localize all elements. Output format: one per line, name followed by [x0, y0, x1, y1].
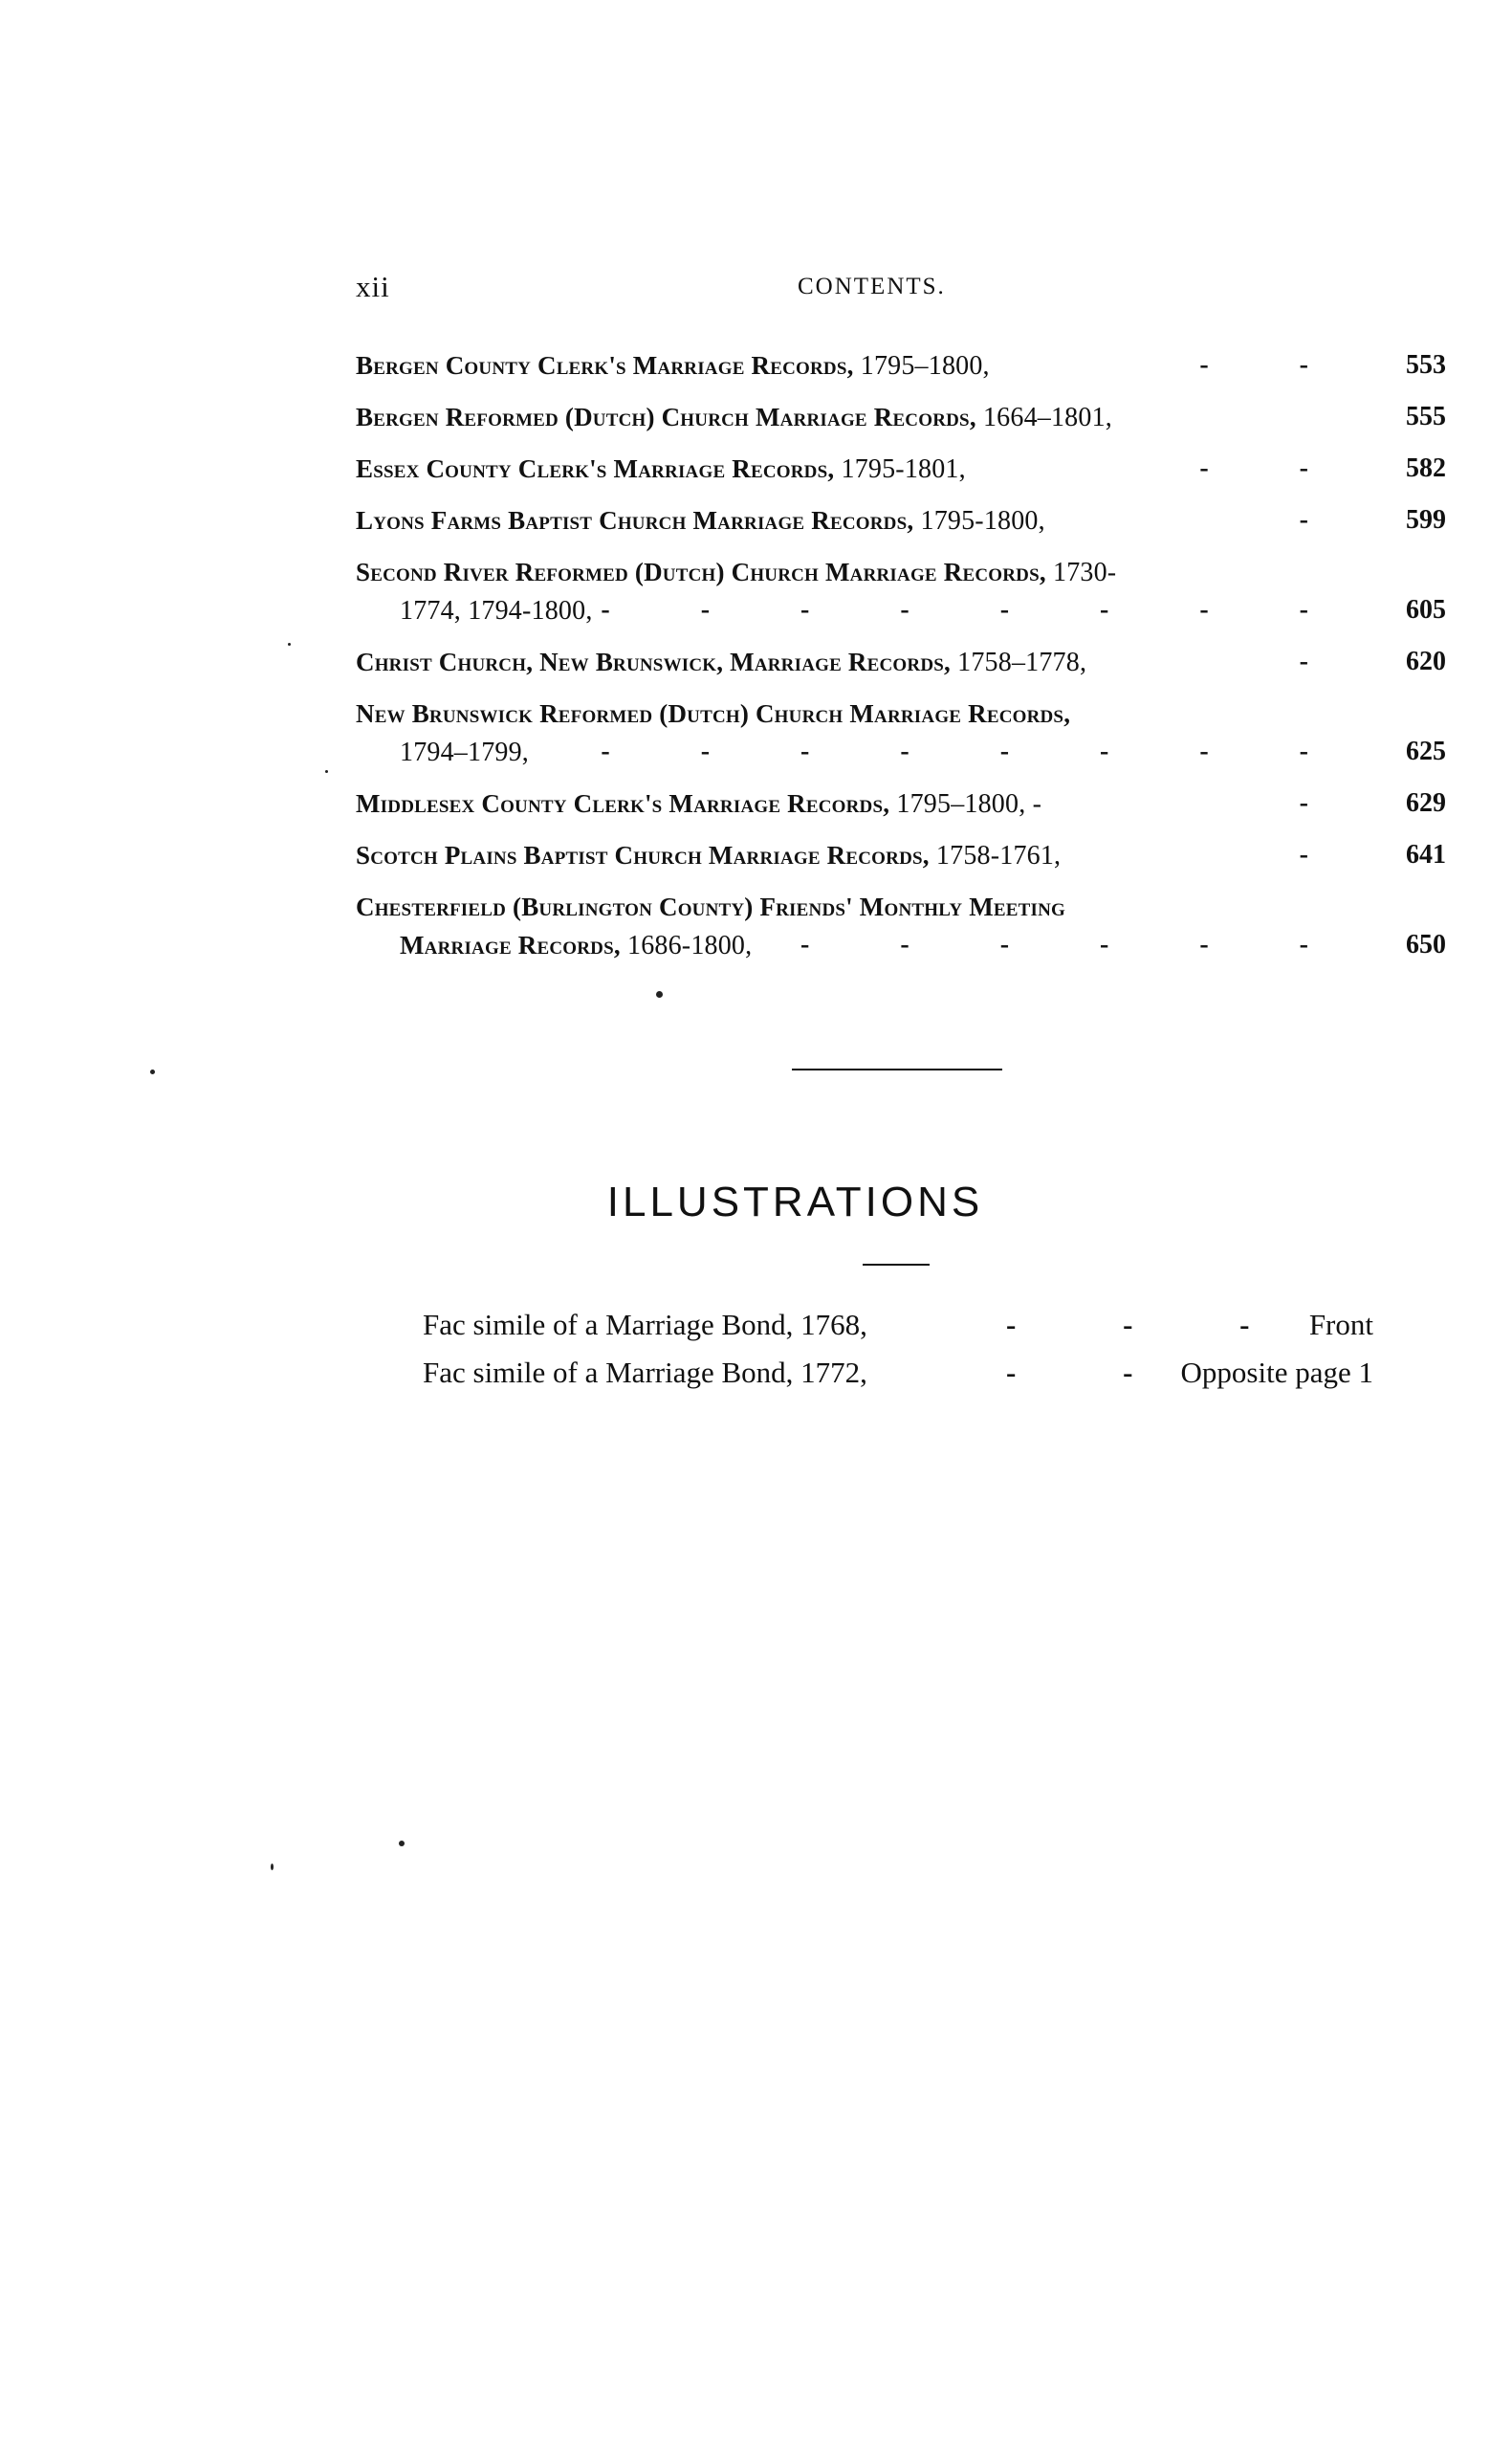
leader-dots: - - - - - - [800, 930, 1350, 960]
toc-years: 1664–1801, [975, 403, 1112, 432]
toc-line [356, 643, 1446, 681]
toc-years: 1686-1800, [620, 931, 753, 960]
toc-title-text: Christ Church, New Brunswick, Marriage Records, [356, 648, 951, 676]
scan-speck [656, 991, 663, 998]
toc-years: 1758-1761, [929, 841, 1062, 871]
toc-title-text: Chesterfield (Burlington County) Friends' Monthly Meeting [356, 893, 1066, 921]
toc-title-text: Middlesex County Clerk's Marriage Records, [356, 789, 890, 818]
leader-dots: - - - - - - - - [601, 595, 1350, 625]
leader-dots: - - [1199, 350, 1350, 380]
toc-line [356, 926, 1446, 964]
toc-line [356, 836, 1446, 874]
toc-page-number: 620 [1406, 647, 1446, 676]
toc-entry [356, 836, 1446, 874]
leader-dots: - [1299, 647, 1350, 676]
leader-dots: - [1299, 788, 1350, 818]
illustrations-list [423, 1301, 1373, 1397]
toc-line [356, 450, 1446, 488]
toc-line [356, 733, 1446, 771]
toc-line [356, 398, 1446, 436]
toc-title [356, 351, 990, 380]
toc-title [356, 403, 1112, 431]
toc-title-text: Lyons Farms Baptist Church Marriage Records, [356, 506, 914, 535]
leader-dots: - - [1199, 453, 1350, 483]
illustration-item [423, 1301, 1373, 1349]
heading-rule [863, 1264, 930, 1266]
toc-title [356, 893, 1065, 921]
toc-title-text: Essex County Clerk's Marriage Records, [356, 454, 835, 483]
toc-page-number: 553 [1406, 350, 1446, 380]
toc-page-number: 599 [1406, 505, 1446, 535]
toc-page-number: 582 [1406, 453, 1446, 483]
toc-page-number: 605 [1406, 595, 1446, 625]
toc-page-number: 650 [1406, 930, 1446, 960]
toc-years: 1730- [1045, 558, 1117, 587]
toc-line [356, 346, 1446, 385]
toc-title [356, 648, 1086, 676]
leader-dots: - [1299, 505, 1350, 535]
illustration-location: Opposite page 1 [1180, 1356, 1373, 1389]
toc-entry [356, 450, 1446, 488]
toc-years: 1795-1801, [834, 454, 966, 484]
toc-entry [356, 553, 1446, 629]
toc-title [400, 738, 529, 766]
running-title: CONTENTS. [798, 274, 946, 299]
toc-years: 1794–1799, [400, 738, 529, 767]
scan-speck [271, 1864, 274, 1870]
toc-line [356, 553, 1446, 591]
toc-entry [356, 643, 1446, 681]
table-of-contents [356, 346, 1446, 978]
toc-title [356, 558, 1116, 586]
toc-entry [356, 784, 1446, 823]
leader-dots: - [1299, 840, 1350, 870]
section-divider [792, 1069, 1002, 1070]
toc-years: 1795–1800, [853, 351, 990, 381]
toc-years: 1795-1800, [913, 506, 1045, 536]
leader-dots: - - [1006, 1356, 1183, 1389]
toc-title-text: Second River Reformed (Dutch) Church Marriage Records, [356, 558, 1046, 586]
illustrations-heading: ILLUSTRATIONS [606, 1179, 984, 1225]
toc-title [356, 454, 966, 483]
toc-line [356, 501, 1446, 540]
running-head [356, 270, 1446, 308]
toc-title [356, 699, 1070, 728]
page-number: xii [356, 270, 390, 303]
toc-line [356, 784, 1446, 823]
scan-speck [399, 1841, 405, 1846]
toc-entry [356, 501, 1446, 540]
scan-speck [150, 1070, 155, 1074]
toc-page-number: 629 [1406, 788, 1446, 818]
toc-entry [356, 398, 1446, 436]
toc-entry [356, 346, 1446, 385]
toc-title [356, 841, 1061, 870]
toc-page-number: 625 [1406, 737, 1446, 766]
toc-title-text: New Brunswick Reformed (Dutch) Church Marriage Records, [356, 699, 1071, 728]
toc-entry [356, 888, 1446, 964]
toc-years: 1795–1800, - [889, 789, 1042, 819]
toc-title [400, 931, 752, 960]
leader-dots: - - - [1006, 1308, 1300, 1341]
toc-page-number: 641 [1406, 840, 1446, 870]
toc-title-text: Marriage Records, [400, 931, 621, 960]
illustration-caption: Fac simile of a Marriage Bond, 1772, [423, 1356, 867, 1389]
toc-title-text: Bergen County Clerk's Marriage Records, [356, 351, 854, 380]
illustration-caption: Fac simile of a Marriage Bond, 1768, [423, 1308, 867, 1341]
toc-years: 1774, 1794-1800, [400, 596, 593, 626]
toc-title [356, 506, 1045, 535]
toc-line [356, 888, 1446, 926]
leader-dots: - - - - - - - - [601, 737, 1350, 766]
toc-line [356, 695, 1446, 733]
toc-title-text: Scotch Plains Baptist Church Marriage Records, [356, 841, 930, 870]
illustration-location: Front [1308, 1308, 1373, 1341]
scan-speck [288, 643, 291, 646]
scan-speck [325, 770, 328, 773]
illustration-item [423, 1349, 1373, 1397]
toc-page-number: 555 [1406, 402, 1446, 431]
toc-line [356, 591, 1446, 629]
toc-entry [356, 695, 1446, 771]
toc-years: 1758–1778, [950, 648, 1087, 677]
toc-title [356, 789, 1041, 818]
toc-title-text: Bergen Reformed (Dutch) Church Marriage Records, [356, 403, 976, 431]
toc-title [400, 596, 593, 625]
